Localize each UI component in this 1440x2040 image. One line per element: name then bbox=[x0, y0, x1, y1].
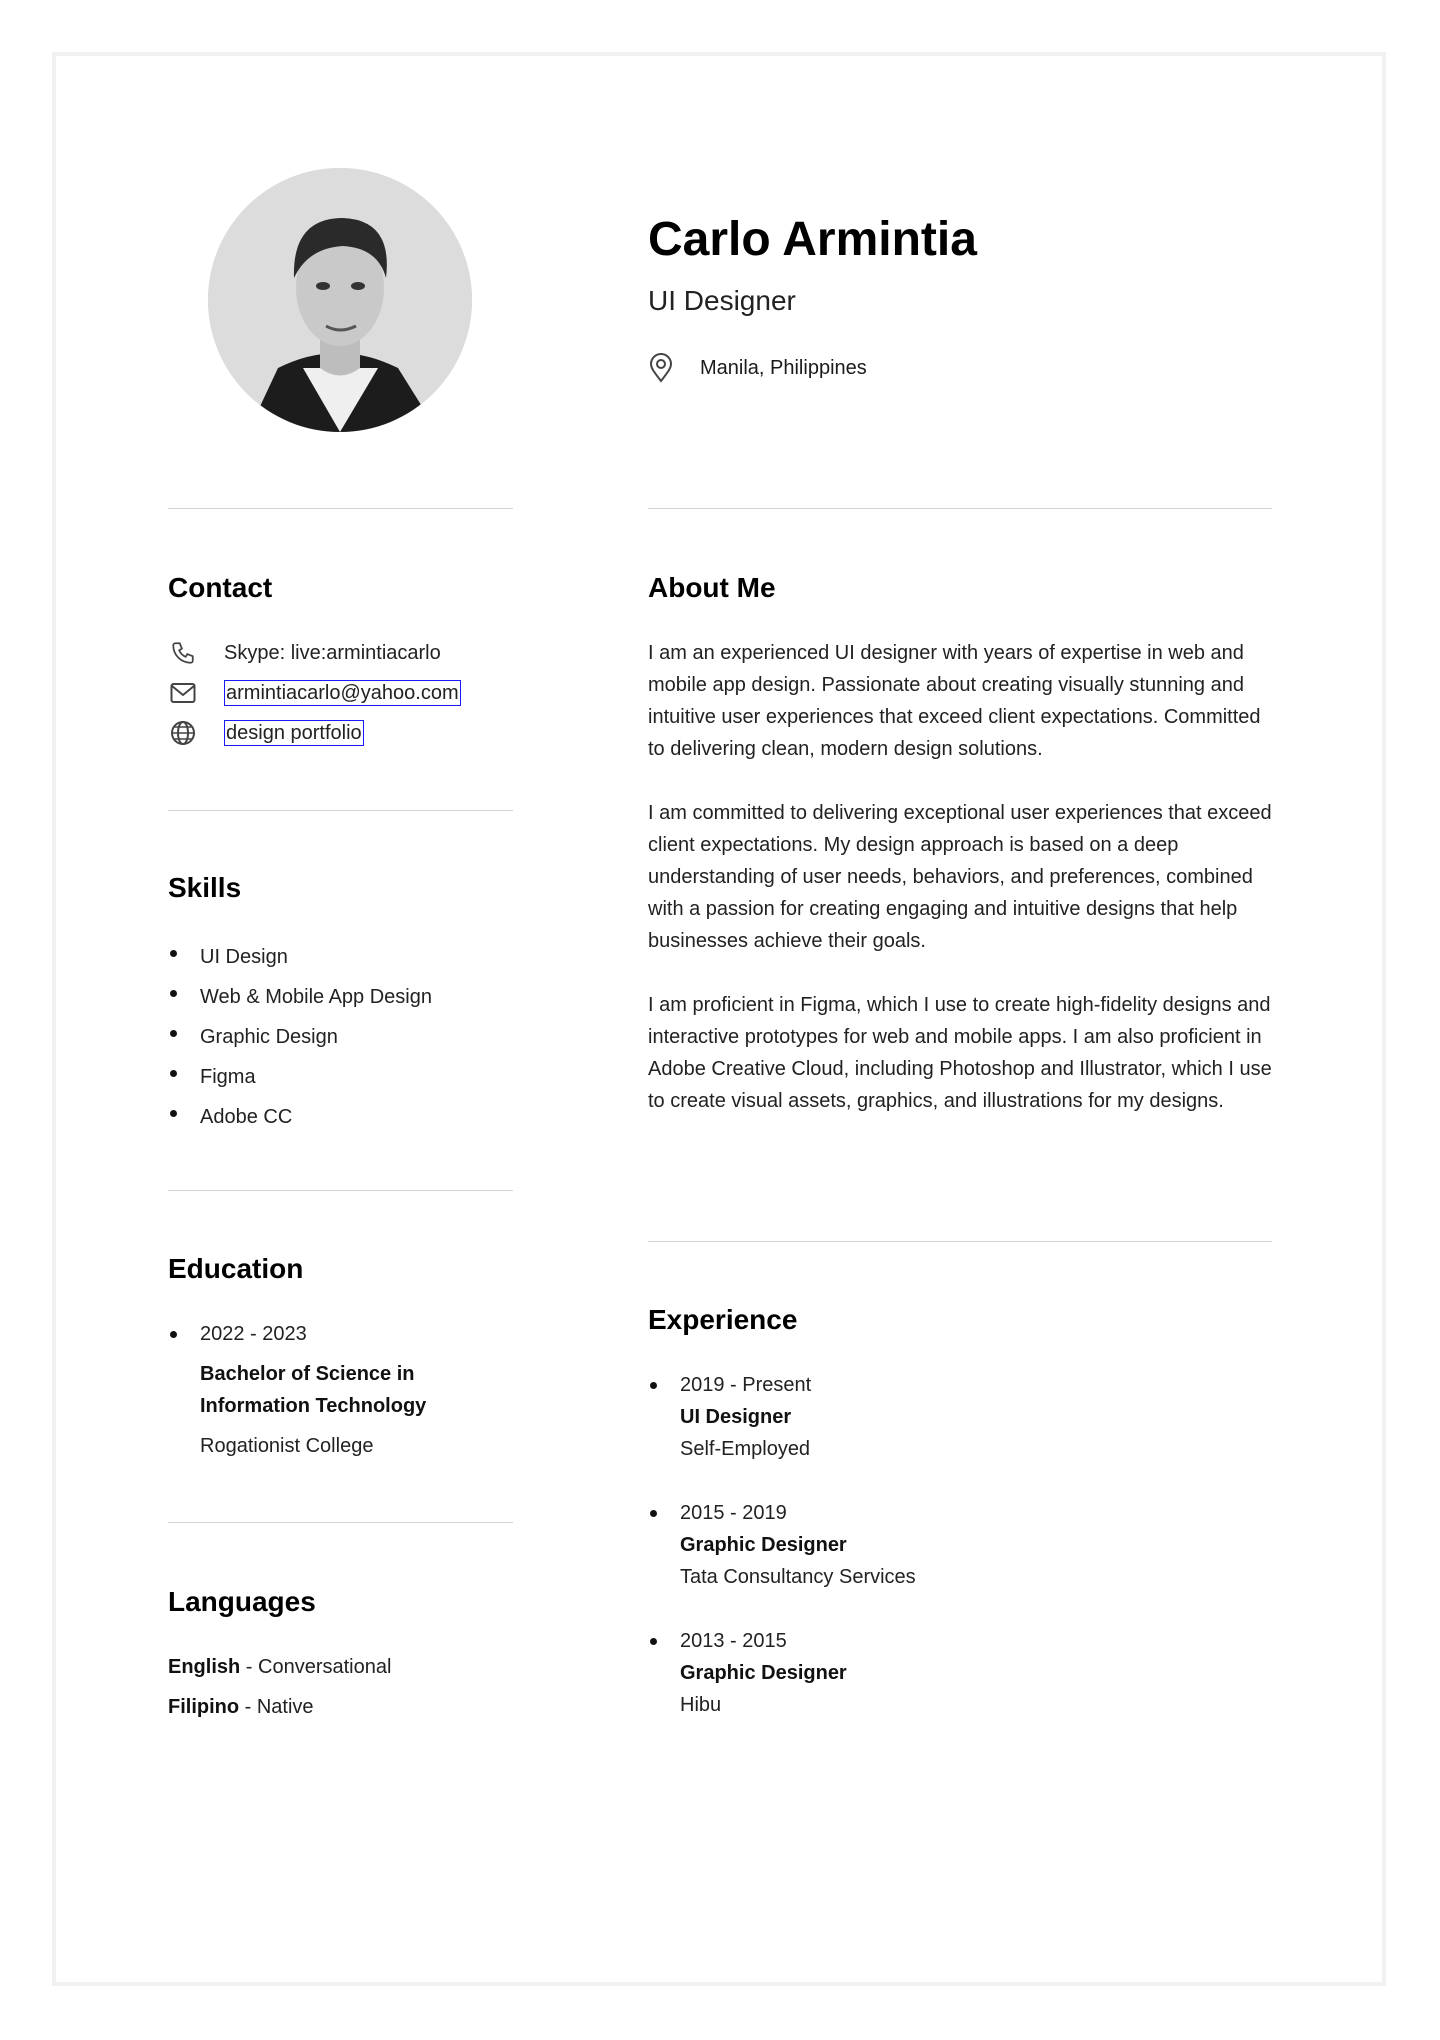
portfolio-link[interactable]: design portfolio bbox=[226, 722, 362, 744]
experience-item bbox=[648, 1369, 916, 1465]
about-heading: About Me bbox=[648, 572, 776, 603]
experience-company: Hibu bbox=[680, 1694, 722, 1716]
education-school: Rogationist College bbox=[200, 1435, 374, 1457]
divider bbox=[168, 508, 513, 509]
divider bbox=[168, 1522, 513, 1523]
about-text bbox=[648, 637, 1276, 1117]
skill-item: Adobe CC bbox=[168, 1097, 432, 1137]
education-item bbox=[168, 1318, 488, 1462]
language-level: - Conversational bbox=[240, 1656, 392, 1678]
experience-item bbox=[648, 1497, 916, 1593]
contact-portfolio bbox=[168, 713, 461, 753]
skills-list bbox=[168, 937, 432, 1137]
map-pin-icon bbox=[648, 353, 674, 383]
avatar bbox=[208, 168, 472, 432]
divider bbox=[648, 1241, 1272, 1242]
language-item bbox=[168, 1687, 391, 1727]
divider bbox=[168, 1190, 513, 1191]
phone-icon bbox=[168, 638, 198, 668]
experience-period: 2015 - 2019 bbox=[680, 1502, 787, 1524]
experience-company: Self-Employed bbox=[680, 1438, 811, 1460]
education-heading: Education bbox=[168, 1253, 304, 1284]
contact-email bbox=[168, 673, 461, 713]
skill-item: Figma bbox=[168, 1057, 432, 1097]
skype-text: Skype: live:armintiacarlo bbox=[224, 642, 441, 664]
globe-icon bbox=[168, 718, 198, 748]
email-link[interactable]: armintiacarlo@yahoo.com bbox=[226, 682, 459, 704]
experience-period: 2013 - 2015 bbox=[680, 1630, 787, 1652]
candidate-title: UI Designer bbox=[648, 285, 796, 316]
experience-period: 2019 - Present bbox=[680, 1374, 812, 1396]
about-paragraph: I am an experienced UI designer with years of expertise in web and mobile app design. Passionate about creating visually stunning and intuitive user experiences that exceed client expectations. Committed to delivering clean, modern design solutions. bbox=[648, 642, 1261, 760]
language-item bbox=[168, 1647, 391, 1687]
skill-item: Graphic Design bbox=[168, 1017, 432, 1057]
location bbox=[648, 352, 867, 384]
contact-list bbox=[168, 633, 461, 753]
education-degree: Bachelor of Science in Information Technology bbox=[200, 1363, 427, 1417]
experience-role: Graphic Designer bbox=[680, 1662, 847, 1684]
contact-heading: Contact bbox=[168, 572, 273, 603]
divider bbox=[168, 810, 513, 811]
experience-role: Graphic Designer bbox=[680, 1534, 847, 1556]
skills-heading: Skills bbox=[168, 872, 242, 903]
mail-icon bbox=[168, 678, 198, 708]
experience-role: UI Designer bbox=[680, 1406, 792, 1428]
languages-heading: Languages bbox=[168, 1586, 316, 1617]
candidate-name: Carlo Armintia bbox=[648, 213, 977, 266]
about-paragraph: I am proficient in Figma, which I use to create high-fidelity designs and interactive prototypes for web and mobile apps. I am also proficient in Adobe Creative Cloud, including Photoshop and Illustrator, which I use to create visual assets, graphics, and illustrations for my designs. bbox=[648, 994, 1272, 1112]
about-paragraph: I am committed to delivering exceptional user experiences that exceed client expectations. My design approach is based on a deep understanding of user needs, behaviors, and preferences, combined with a passion for creating engaging and intuitive designs that help businesses achieve their goals. bbox=[648, 802, 1272, 952]
location-text: Manila, Philippines bbox=[700, 357, 867, 379]
experience-company: Tata Consultancy Services bbox=[680, 1566, 916, 1588]
languages-list bbox=[168, 1647, 391, 1727]
skill-item: Web & Mobile App Design bbox=[168, 977, 432, 1017]
divider bbox=[648, 508, 1272, 509]
language-name: Filipino bbox=[168, 1696, 240, 1718]
education-period: 2022 - 2023 bbox=[168, 1318, 488, 1350]
experience-list bbox=[648, 1369, 916, 1721]
experience-item bbox=[648, 1625, 916, 1721]
experience-heading: Experience bbox=[648, 1304, 798, 1335]
language-level: - Native bbox=[239, 1696, 314, 1718]
contact-skype bbox=[168, 633, 461, 673]
language-name: English bbox=[168, 1656, 241, 1678]
skill-item: UI Design bbox=[168, 937, 432, 977]
